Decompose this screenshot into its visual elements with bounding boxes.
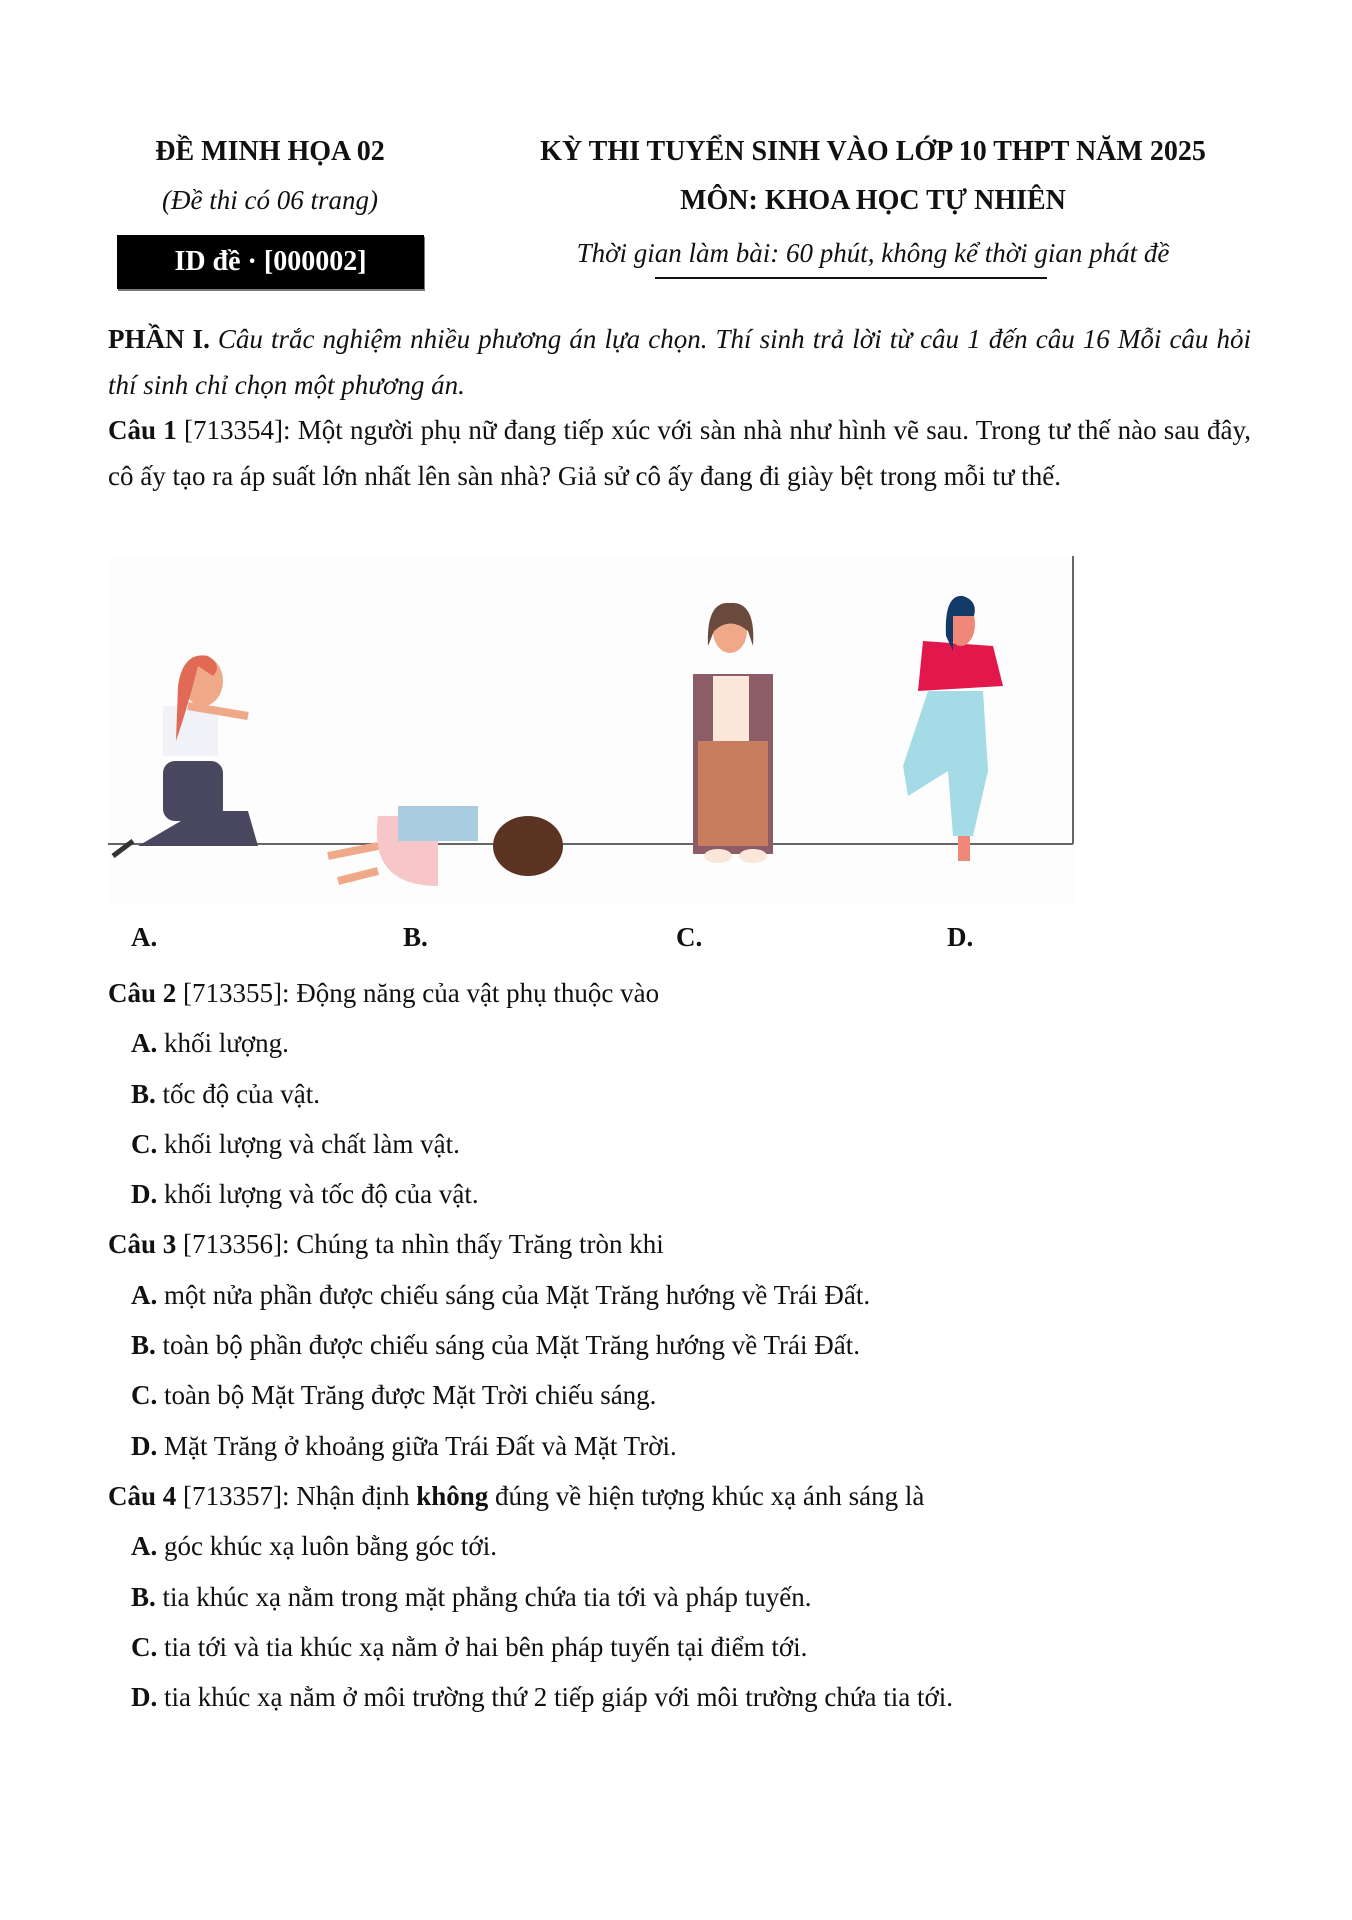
option-letter: A.	[131, 1279, 158, 1310]
option-letter: B.	[131, 1330, 156, 1361]
part-text: Câu trắc nghiệm nhiều phương án lựa chọn. Thí sinh trả lời từ câu 1 đến câu 16 Mỗi câu hỏi thí sinh chỉ chọn một phương án.	[108, 324, 1251, 400]
option-a	[108, 1521, 1251, 1571]
option-d	[108, 1421, 1251, 1471]
option-b	[108, 1069, 1251, 1119]
questions-list	[108, 968, 1251, 1722]
option-d	[108, 1169, 1251, 1219]
page-count: (Đề thi có 06 trang)	[162, 185, 378, 215]
question-2	[108, 968, 1251, 1219]
option-text: góc khúc xạ luôn bằng góc tới.	[164, 1531, 497, 1562]
option-text: Mặt Trăng ở khoảng giữa Trái Đất và Mặt Trời.	[164, 1430, 677, 1461]
option-text: khối lượng và tốc độ của vật.	[164, 1179, 479, 1210]
option-c	[108, 1119, 1251, 1169]
option-letter: D.	[131, 1179, 158, 1210]
exam-code-title: ĐỀ MINH HỌA 02	[155, 136, 385, 167]
figure-label-d: D.	[947, 922, 974, 952]
question-label: Câu 2	[108, 978, 177, 1008]
figure-label-c: C.	[676, 922, 703, 952]
option-b	[108, 1320, 1251, 1370]
question-text: [713357]: Nhận định	[183, 1480, 417, 1511]
option-letter: C.	[131, 1128, 158, 1159]
option-b	[108, 1572, 1251, 1622]
question-text: [713354]: Một người phụ nữ đang tiếp xúc với sàn nhà như hình vẽ sau. Trong tư thế nào sau đây, cô ấy tạo ra áp suất lớn nhất lên sàn nhà? Giả sử cô ấy đang đi giày bệt trong mỗi tư thế.	[108, 415, 1252, 491]
option-text: tia khúc xạ nằm ở môi trường thứ 2 tiếp giáp với môi trường chứa tia tới.	[164, 1682, 954, 1713]
figure-label-b: B.	[403, 922, 428, 952]
option-text: tia tới và tia khúc xạ nằm ở hai bên pháp tuyến tại điểm tới.	[164, 1631, 808, 1662]
option-a	[108, 1018, 1251, 1068]
posture-figure	[108, 556, 1076, 903]
option-text: một nửa phần được chiếu sáng của Mặt Trăng hướng về Trái Đất.	[164, 1279, 871, 1310]
option-text: toàn bộ phần được chiếu sáng của Mặt Trăng hướng về Trái Đất.	[162, 1330, 860, 1361]
part-instruction	[108, 317, 1251, 408]
question-text: [713355]: Động năng của vật phụ thuộc vào	[183, 978, 660, 1008]
option-text: tia khúc xạ nằm trong mặt phẳng chứa tia tới và pháp tuyến.	[162, 1581, 812, 1612]
option-letter: A.	[131, 1028, 158, 1059]
question-label: Câu 3	[108, 1229, 177, 1260]
question-label: Câu 4	[108, 1480, 177, 1511]
question-emphasis: không	[416, 1480, 489, 1511]
option-letter: D.	[131, 1430, 158, 1461]
option-letter: A.	[131, 1531, 158, 1562]
option-letter: B.	[131, 1078, 156, 1109]
time-limit: Thời gian làm bài: 60 phút, không kể thời gian phát đề	[576, 238, 1170, 268]
option-text: tốc độ của vật.	[162, 1078, 320, 1109]
question-text: [713356]: Chúng ta nhìn thấy Trăng tròn khi	[183, 1229, 664, 1260]
option-letter: C.	[131, 1380, 158, 1411]
option-letter: C.	[131, 1631, 158, 1662]
option-c	[108, 1370, 1251, 1420]
question-4	[108, 1471, 1251, 1722]
exam-id-box: ID đề · [000002]	[117, 235, 424, 289]
figure-label-a: A.	[131, 922, 158, 952]
question-3	[108, 1219, 1251, 1470]
option-c	[108, 1622, 1251, 1672]
question-1	[108, 408, 1251, 499]
option-letter: B.	[131, 1581, 156, 1612]
header-underline	[655, 277, 1047, 279]
option-text: khối lượng và chất làm vật.	[164, 1128, 460, 1159]
part-label: PHẦN I.	[108, 324, 210, 354]
question-text-end: đúng về hiện tượng khúc xạ ánh sáng là	[488, 1480, 925, 1511]
option-d	[108, 1672, 1251, 1722]
subject-title: MÔN: KHOA HỌC TỰ NHIÊN	[680, 185, 1066, 216]
option-letter: D.	[131, 1682, 158, 1713]
question-label: Câu 1	[108, 415, 177, 445]
option-text: toàn bộ Mặt Trăng được Mặt Trời chiếu sáng.	[164, 1380, 657, 1411]
exam-title: KỲ THI TUYỂN SINH VÀO LỚP 10 THPT NĂM 2025	[540, 136, 1206, 167]
option-text: khối lượng.	[164, 1028, 289, 1059]
option-a	[108, 1270, 1251, 1320]
